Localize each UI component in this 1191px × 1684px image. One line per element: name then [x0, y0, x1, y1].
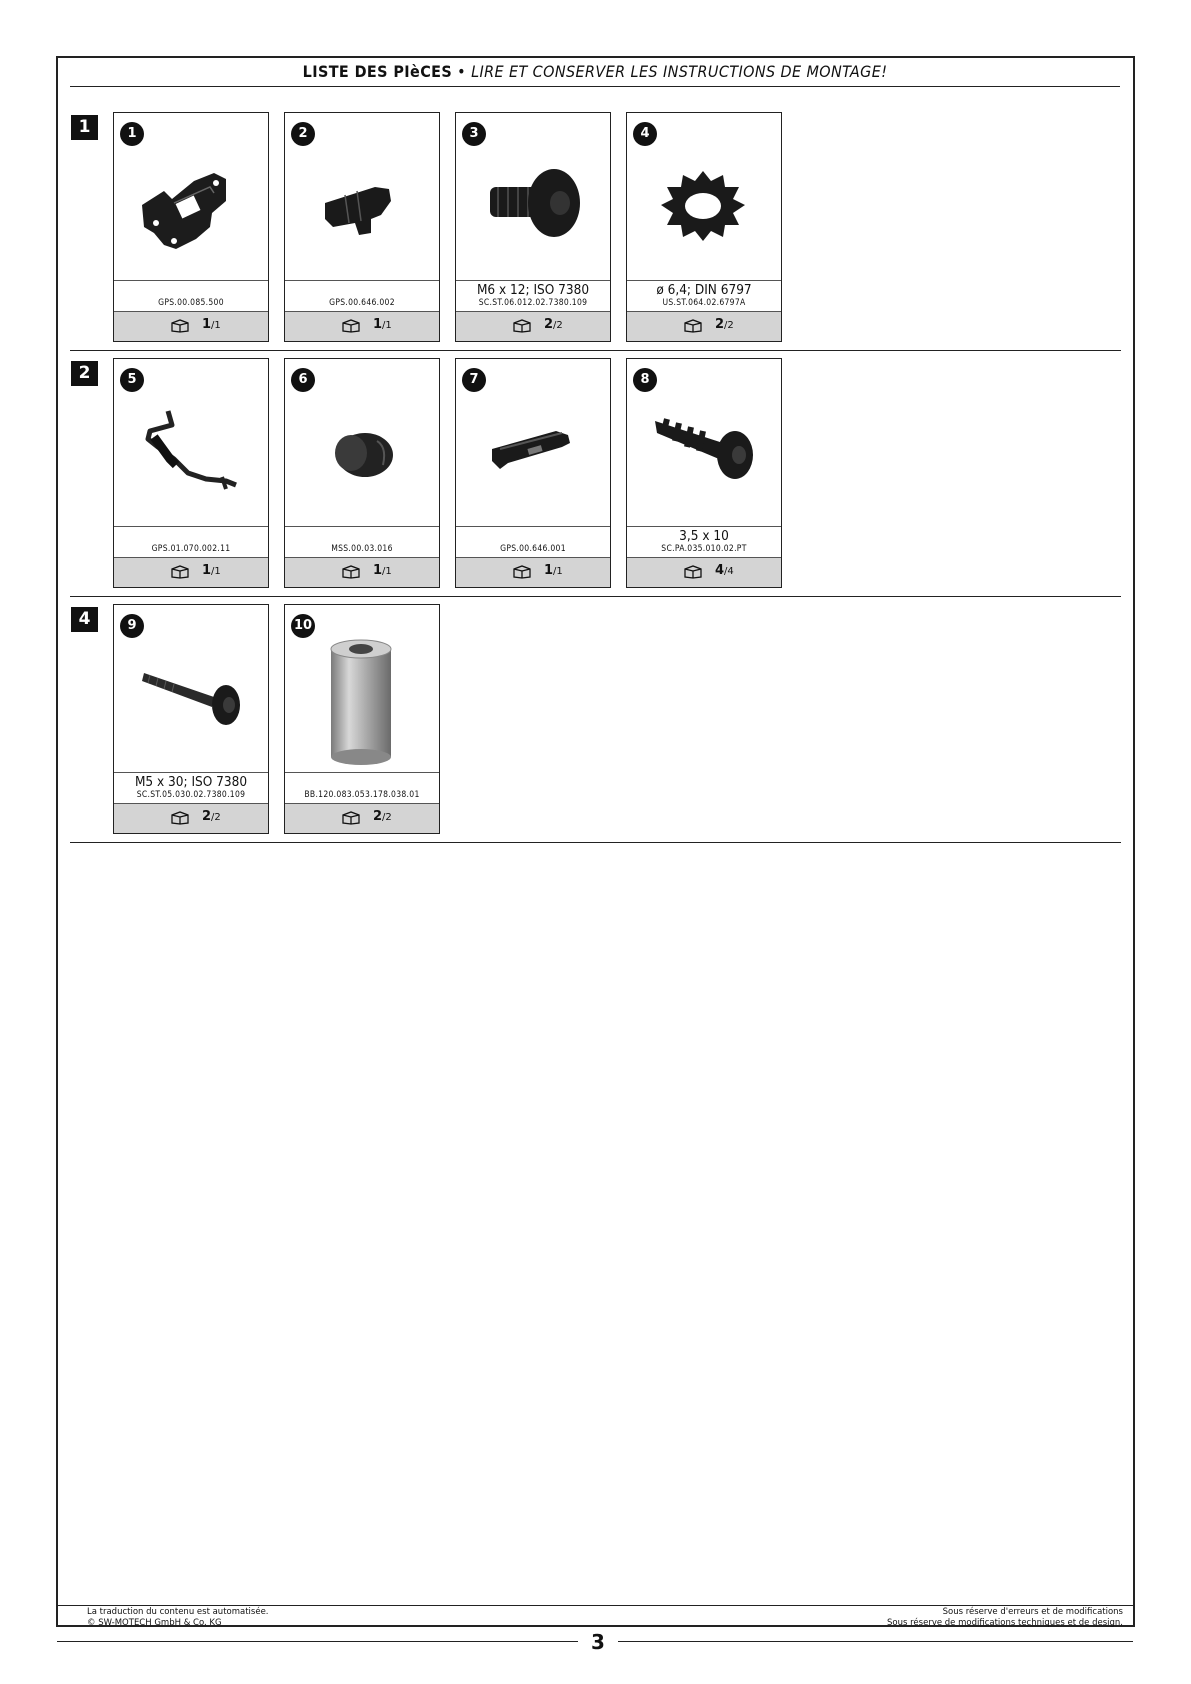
package-icon: [683, 319, 703, 333]
quantity-value: 2/2: [202, 809, 221, 824]
quantity-bar: [285, 557, 439, 587]
disclaimer-errors: Sous réserve d'erreurs et de modifications: [942, 1607, 1123, 1617]
part-number-badge: 7: [462, 368, 486, 392]
part-code: GPS.00.646.001: [500, 544, 566, 554]
page-header: [70, 58, 1120, 87]
part-card-4: [626, 112, 782, 342]
quantity-value: 1/1: [544, 563, 563, 578]
quantity-value: 1/1: [202, 563, 221, 578]
clip-bar-image: [456, 389, 609, 527]
part-number-badge: 9: [120, 614, 144, 638]
part-card-6: [284, 358, 440, 588]
quantity-bar: [627, 311, 781, 341]
part-card-9: [113, 604, 269, 834]
page-number: 3: [578, 1628, 618, 1656]
translation-note: La traduction du contenu est automatisée.: [87, 1607, 269, 1617]
part-card-2: [284, 112, 440, 342]
quantity-bar: [456, 311, 610, 341]
quantity-value: 1/1: [373, 563, 392, 578]
part-number-badge: 5: [120, 368, 144, 392]
quantity-value: 1/1: [202, 317, 221, 332]
quantity-value: 2/2: [373, 809, 392, 824]
rubber-plug-image: [285, 389, 438, 527]
part-code: BB.120.083.053.178.038.01: [304, 790, 420, 800]
button-head-screw-image: [456, 143, 609, 281]
row-separator: [70, 596, 1121, 597]
part-card-3: [455, 112, 611, 342]
part-number-badge: 6: [291, 368, 315, 392]
step-marker-1: 1: [71, 115, 98, 140]
package-icon: [170, 319, 190, 333]
lock-washer-image: [627, 143, 780, 281]
quantity-bar: [114, 803, 268, 833]
package-icon: [683, 565, 703, 579]
part-number-badge: 4: [633, 122, 657, 146]
part-number-badge: 1: [120, 122, 144, 146]
package-icon: [512, 319, 532, 333]
part-spec: M5 x 30; ISO 7380: [134, 774, 248, 790]
package-icon: [341, 565, 361, 579]
metal-bracket-image: [114, 389, 267, 527]
row-separator: [70, 842, 1121, 843]
part-code: SC.ST.06.012.02.7380.109: [478, 298, 588, 308]
part-number-badge: 10: [291, 614, 315, 638]
package-icon: [170, 565, 190, 579]
quantity-value: 2/2: [715, 317, 734, 332]
footer-divider: [57, 1605, 1133, 1606]
part-spec: ø 6,4; DIN 6797: [656, 282, 752, 298]
header-bullet: •: [457, 62, 467, 81]
bracket-mount-image: [114, 143, 267, 281]
part-card-7: [455, 358, 611, 588]
part-number-badge: 2: [291, 122, 315, 146]
part-card-1: [113, 112, 269, 342]
row-separator: [70, 350, 1121, 351]
footer-left: [87, 1607, 269, 1629]
part-card-5: [113, 358, 269, 588]
quantity-bar: [627, 557, 781, 587]
disclaimer-technical: Sous réserve de modifications techniques et de design.: [887, 1618, 1123, 1628]
clip-part-image: [285, 143, 438, 281]
part-card-8: [626, 358, 782, 588]
part-code: US.ST.064.02.6797A: [662, 298, 746, 308]
step-marker-4: 4: [71, 607, 98, 632]
step-marker-2: 2: [71, 361, 98, 386]
quantity-bar: [285, 311, 439, 341]
part-code: GPS.01.070.002.11: [151, 544, 231, 554]
quantity-value: 4/4: [715, 563, 734, 578]
footer-right: [887, 1607, 1123, 1629]
quantity-bar: [114, 311, 268, 341]
copyright: © SW-MOTECH GmbH & Co. KG: [87, 1618, 222, 1628]
header-subtitle: LIRE ET CONSERVER LES INSTRUCTIONS DE MONTAGE!: [471, 62, 888, 81]
part-number-badge: 3: [462, 122, 486, 146]
part-code: GPS.00.646.002: [329, 298, 395, 308]
long-screw-image: [114, 635, 267, 773]
part-spec: M6 x 12; ISO 7380: [476, 282, 590, 298]
header-title: LISTE DES PIèCES: [302, 62, 453, 81]
package-icon: [170, 811, 190, 825]
package-icon: [512, 565, 532, 579]
quantity-bar: [114, 557, 268, 587]
part-number-badge: 8: [633, 368, 657, 392]
package-icon: [341, 319, 361, 333]
quantity-bar: [285, 803, 439, 833]
part-code: SC.ST.05.030.02.7380.109: [136, 790, 246, 800]
part-code: SC.PA.035.010.02.PT: [661, 544, 747, 554]
part-code: MSS.00.03.016: [331, 544, 393, 554]
quantity-value: 1/1: [373, 317, 392, 332]
quantity-bar: [456, 557, 610, 587]
spacer-sleeve-image: [285, 635, 438, 773]
part-spec: 3,5 x 10: [679, 528, 729, 544]
self-tapping-screw-image: [627, 389, 780, 527]
quantity-value: 2/2: [544, 317, 563, 332]
part-code: GPS.00.085.500: [158, 298, 224, 308]
package-icon: [341, 811, 361, 825]
part-card-10: [284, 604, 440, 834]
